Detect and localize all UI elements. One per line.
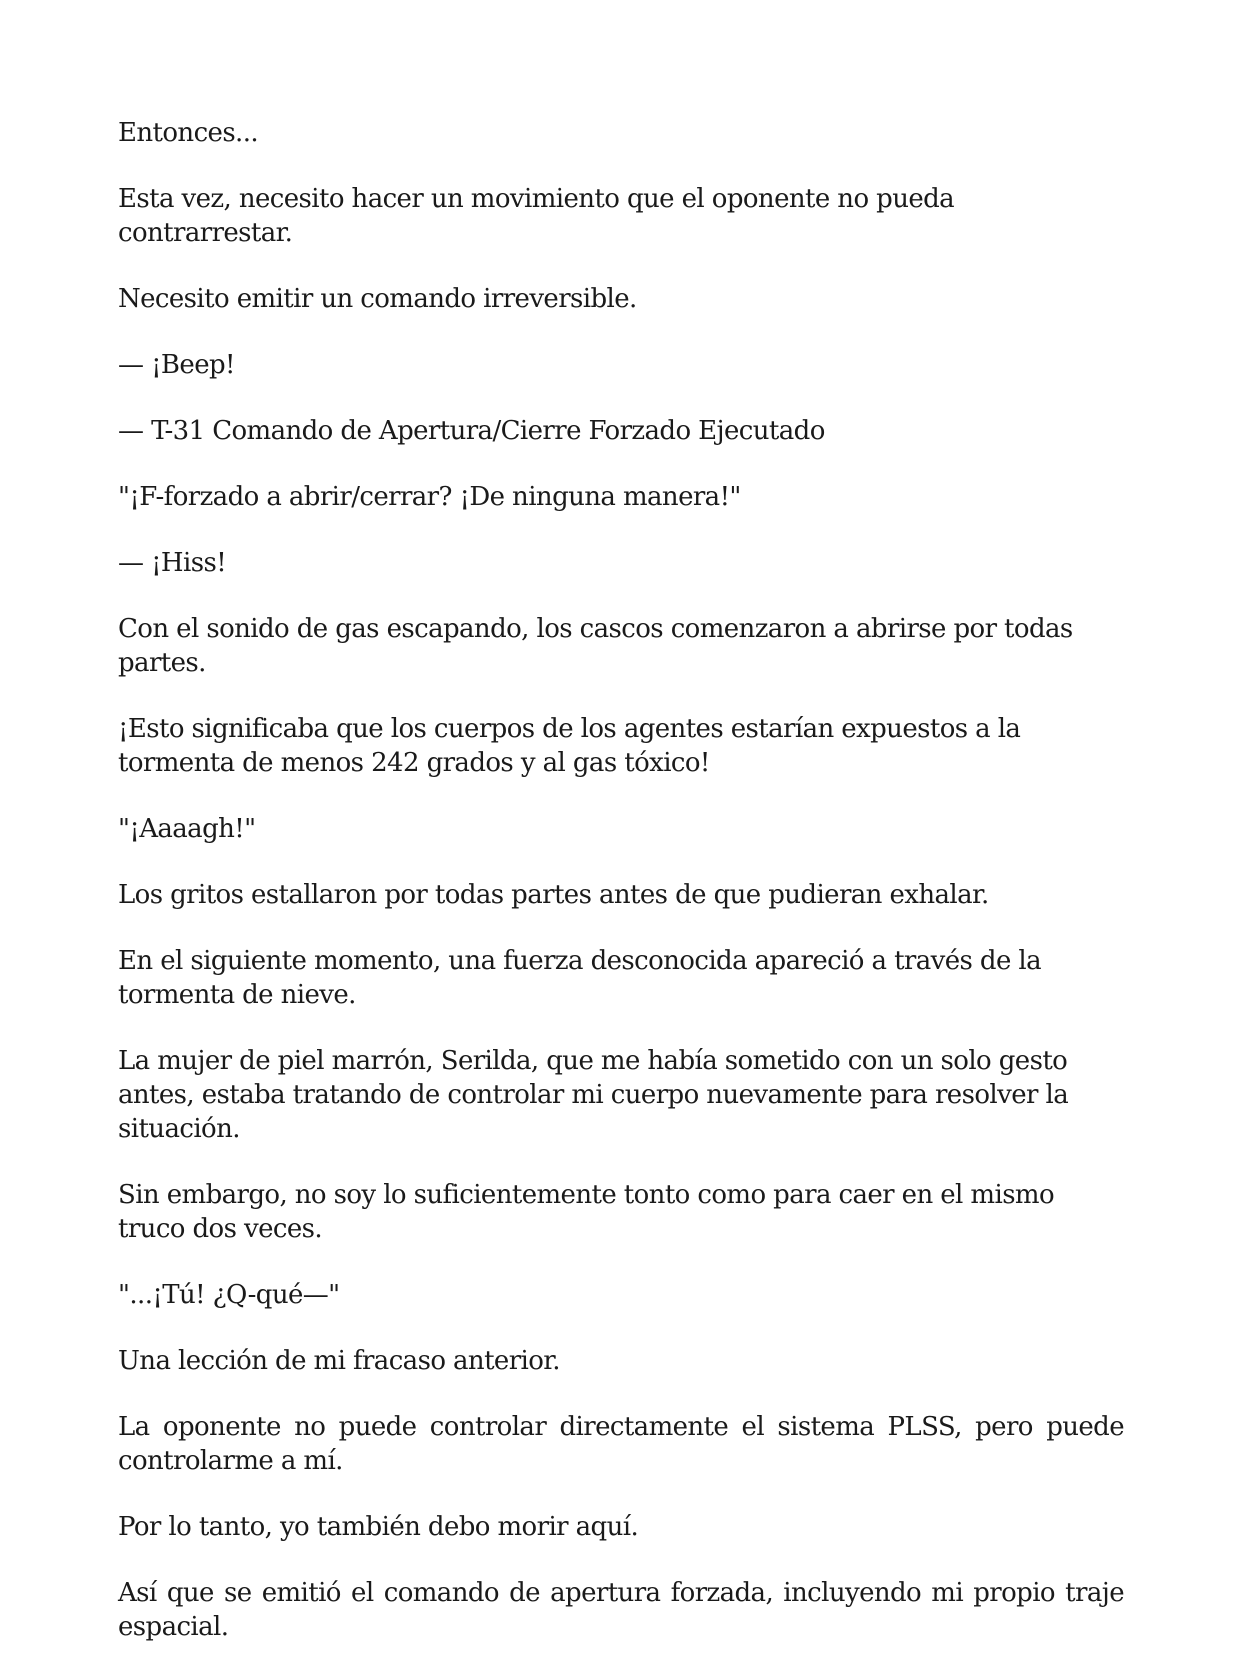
paragraph: Por lo tanto, yo también debo morir aquí.	[118, 1512, 639, 1542]
paragraph: Necesito emitir un comando irreversible.	[118, 284, 637, 314]
paragraph: Entonces...	[118, 118, 259, 148]
paragraph: "¡Aaaagh!"	[118, 814, 256, 844]
paragraph: La mujer de piel marrón, Serilda, que me había sometido con un solo gesto antes, estaba tratando de controlar mi cuerpo nuevamente para resolver la situación.	[118, 1046, 1069, 1144]
document-body	[118, 116, 1124, 1676]
paragraph: Los gritos estallaron por todas partes antes de que pudieran exhalar.	[118, 880, 989, 910]
paragraph: — T-31 Comando de Apertura/Cierre Forzado Ejecutado	[118, 416, 825, 446]
paragraph: Sin embargo, no soy lo suficientemente tonto como para caer en el mismo truco dos veces.	[118, 1180, 1055, 1244]
paragraph: "¡F-forzado a abrir/cerrar? ¡De ninguna manera!"	[118, 482, 741, 512]
paragraph: Una lección de mi fracaso anterior.	[118, 1346, 560, 1376]
paragraph: — ¡Hiss!	[118, 548, 227, 578]
paragraph: Así que se emitió el comando de apertura forzada, incluyendo mi propio traje espacial.	[118, 1578, 1124, 1642]
paragraph: La oponente no puede controlar directamente el sistema PLSS, pero puede controlarme a mí.	[118, 1412, 1124, 1476]
paragraph: Con el sonido de gas escapando, los cascos comenzaron a abrirse por todas partes.	[118, 614, 1073, 678]
paragraph: — ¡Beep!	[118, 350, 235, 380]
paragraph: "...¡Tú! ¿Q-qué—"	[118, 1280, 340, 1310]
paragraph: ¡Esto significaba que los cuerpos de los agentes estarían expuestos a la tormenta de menos 242 grados y al gas tóxico!	[118, 714, 1021, 778]
paragraph: Esta vez, necesito hacer un movimiento que el oponente no pueda contrarrestar.	[118, 184, 955, 248]
paragraph: En el siguiente momento, una fuerza desconocida apareció a través de la tormenta de nieve.	[118, 946, 1042, 1010]
